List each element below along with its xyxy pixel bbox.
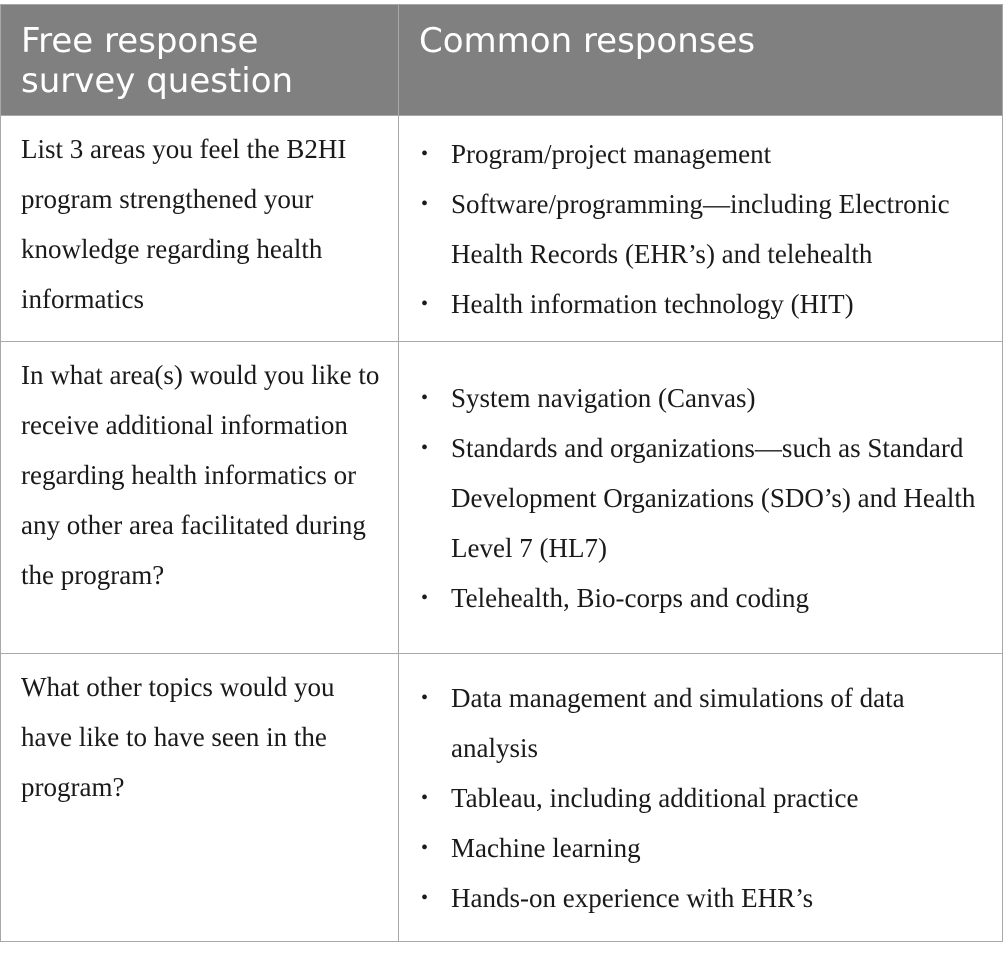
table-row bbox=[1, 342, 1003, 654]
response-item bbox=[419, 279, 994, 329]
responses-cell bbox=[399, 116, 1003, 342]
header-question: Free response survey question bbox=[1, 5, 399, 116]
question-cell: In what area(s) would you like to receive additional information regarding health informatics or any other area facilitated during the program? bbox=[1, 342, 399, 654]
bullet-icon: • bbox=[421, 686, 429, 709]
response-list bbox=[419, 129, 994, 329]
response-item bbox=[419, 773, 994, 823]
response-item bbox=[419, 373, 994, 423]
response-text: Tableau, including additional practice bbox=[451, 782, 859, 813]
response-text: System navigation (Canvas) bbox=[451, 382, 756, 413]
response-item bbox=[419, 423, 994, 573]
response-item bbox=[419, 129, 994, 179]
question-cell: List 3 areas you feel the B2HI program strengthened your knowledge regarding health informatics bbox=[1, 116, 399, 342]
response-text: Program/project management bbox=[451, 138, 772, 169]
bullet-icon: • bbox=[421, 192, 429, 215]
response-item bbox=[419, 873, 994, 923]
table-row bbox=[1, 654, 1003, 942]
question-cell: What other topics would you have like to have seen in the program? bbox=[1, 654, 399, 942]
table-row bbox=[1, 116, 1003, 342]
bullet-icon: • bbox=[421, 436, 429, 459]
bullet-icon: • bbox=[421, 836, 429, 859]
response-item bbox=[419, 823, 994, 873]
bullet-icon: • bbox=[421, 386, 429, 409]
response-text: Telehealth, Bio-corps and coding bbox=[451, 582, 810, 613]
response-text: Hands-on experience with EHR’s bbox=[451, 882, 814, 913]
bullet-icon: • bbox=[421, 586, 429, 609]
response-text: Machine learning bbox=[451, 832, 641, 863]
response-text: Health information technology (HIT) bbox=[451, 288, 854, 319]
survey-responses-table bbox=[0, 4, 1003, 942]
response-text: Standards and organizations—such as Standard Development Organizations (SDO’s) and Health Level 7 (HL7) bbox=[451, 432, 976, 563]
response-list bbox=[419, 373, 994, 623]
header-responses: Common responses bbox=[399, 5, 1003, 116]
responses-cell bbox=[399, 654, 1003, 942]
response-text: Software/programming—including Electronic Health Records (EHR’s) and telehealth bbox=[451, 188, 950, 269]
response-list bbox=[419, 673, 994, 923]
bullet-icon: • bbox=[421, 292, 429, 315]
responses-cell bbox=[399, 342, 1003, 654]
response-text: Data management and simulations of data analysis bbox=[451, 682, 905, 763]
bullet-icon: • bbox=[421, 786, 429, 809]
bullet-icon: • bbox=[421, 142, 429, 165]
response-item bbox=[419, 673, 994, 773]
bullet-icon: • bbox=[421, 886, 429, 909]
response-item bbox=[419, 573, 994, 623]
header-row bbox=[1, 5, 1003, 116]
response-item bbox=[419, 179, 994, 279]
